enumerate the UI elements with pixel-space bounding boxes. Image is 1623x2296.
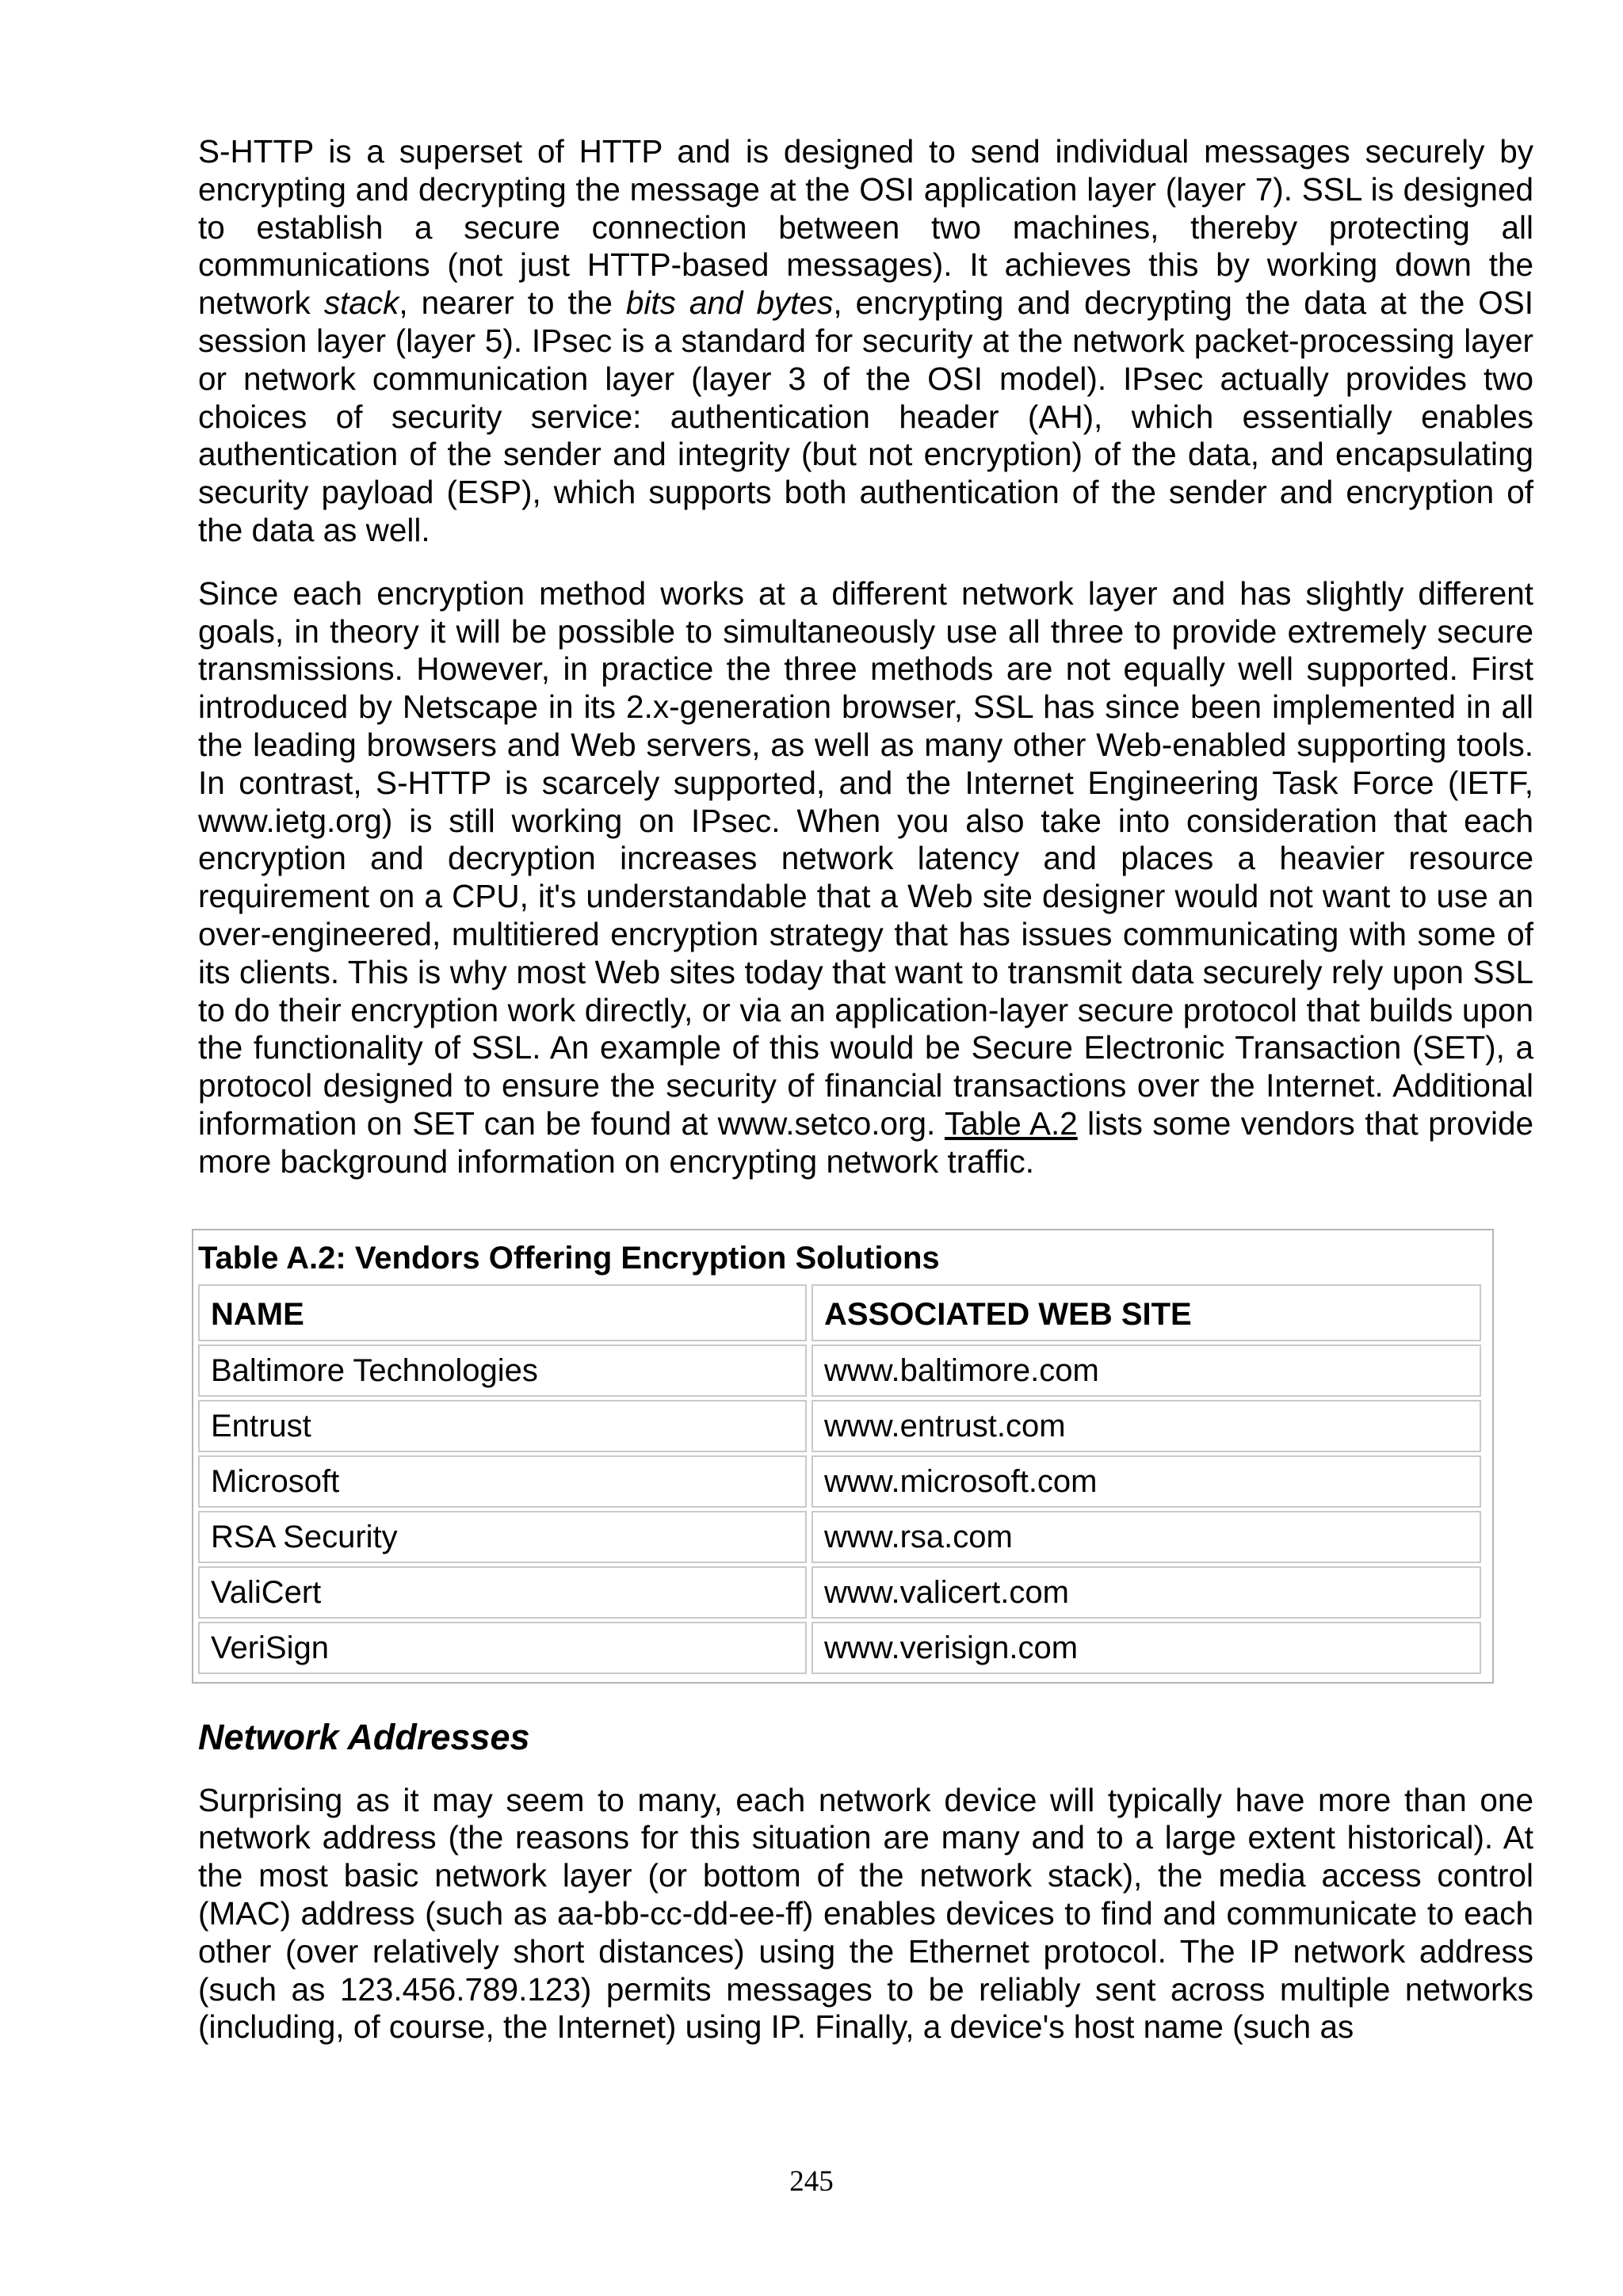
vendor-name-cell: Entrust	[198, 1400, 807, 1452]
vendor-site-cell: www.verisign.com	[812, 1622, 1481, 1674]
table-caption: Table A.2: Vendors Offering Encryption Solutions	[198, 1240, 940, 1276]
paragraph-shttp-ssl-ipsec	[198, 133, 1533, 550]
page-content	[198, 133, 1533, 2072]
column-header-name: NAME	[198, 1284, 807, 1341]
vendor-name-cell: Baltimore Technologies	[198, 1344, 807, 1397]
paragraph1-text-b: , nearer to the	[399, 284, 626, 322]
paragraph1-italic-bits: bits and bytes	[625, 284, 834, 322]
vendor-name-cell: RSA Security	[198, 1511, 807, 1563]
paragraph1-text-a: S-HTTP is a superset of HTTP and is designed to send individual messages securely by encrypting and decrypting the message at the OSI application layer (layer 7). SSL is designed to establish a secure connection between two machines, thereby protecting all communications (not just HTTP-based messages). It achieves this by working down the network	[198, 133, 1533, 322]
table-a2-link[interactable]: Table A.2	[944, 1104, 1078, 1142]
vendor-site-cell: www.baltimore.com	[812, 1344, 1481, 1397]
vendor-site-cell: www.microsoft.com	[812, 1455, 1481, 1508]
paragraph1-text-c: , encrypting and decrypting the data at the OSI session layer (layer 5). IPsec is a standard for security at the network packet-processing layer or network communication layer (layer 3 of the OSI model). IPsec actually provides two choices of security service: authentication header (AH), which essentially enables authentication of the sender and integrity (but not encryption) of the data, and encapsulating security payload (ESP), which supports both authentication of the sender and encryption of the data as well.	[198, 284, 1534, 548]
vendor-site-cell: www.entrust.com	[812, 1400, 1481, 1452]
vendor-site-cell: www.rsa.com	[812, 1511, 1481, 1563]
column-header-web-site: ASSOCIATED WEB SITE	[812, 1284, 1481, 1341]
table-row	[198, 1622, 1481, 1674]
paragraph2-text-a: Since each encryption method works at a different network layer and has slightly different goals, in theory it will be possible to simultaneously use all three to provide extremely secure transmissions. However, in practice the three methods are not equally well supported. First introduced by Netscape in its 2.x-generation browser, SSL has since been implemented in all the leading browsers and Web servers, as well as many other Web-enabled supporting tools. In contrast, S-HTTP is scarcely supported, and the Internet Engineering Task Force (IETF, www.ietg.org) is still working on IPsec. When you also take into consideration that each encryption and decryption increases network latency and places a heavier resource requirement on a CPU, it's understandable that a Web site designer would not want to use an over-engineered, multitiered encryption strategy that has issues communicating with some of its clients. This is why most Web sites today that want to transmit data securely rely upon SSL to do their encryption work directly, or via an application-layer secure protocol that builds upon the functionality of SSL. An example of this would be Secure Electronic Transaction (SET), a protocol designed to ensure the security of financial transactions over the Internet. Additional information on SET can be found at www.setco.org.	[198, 574, 1533, 1142]
vendors-table	[193, 1281, 1486, 1677]
table-header-row	[198, 1284, 1481, 1341]
table-row	[198, 1455, 1481, 1508]
vendor-site-cell: www.valicert.com	[812, 1566, 1481, 1619]
vendor-name-cell: VeriSign	[198, 1622, 807, 1674]
paragraph-network-addresses: Surprising as it may seem to many, each network device will typically have more than one network address (the reasons for this situation are many and to a large extent historical). At the most basic network layer (or bottom of the network stack), the media access control (MAC) address (such as aa-bb-cc-dd-ee-ff) enables devices to find and communicate to each other (over relatively short distances) using the Ethernet protocol. The IP network address (such as 123.456.789.123) permits messages to be reliably sent across multiple networks (including, of course, the Internet) using IP. Finally, a device's host name (such as	[198, 1781, 1533, 2046]
paragraph1-italic-stack: stack	[323, 284, 399, 322]
table-row	[198, 1400, 1481, 1452]
vendor-name-cell: ValiCert	[198, 1566, 807, 1619]
section-heading-network-addresses: Network Addresses	[198, 1716, 530, 1757]
table-row	[198, 1344, 1481, 1397]
vendor-name-cell: Microsoft	[198, 1455, 807, 1508]
table-row	[198, 1566, 1481, 1619]
page-number: 245	[789, 2165, 834, 2198]
paragraph-encryption-methods	[198, 575, 1533, 1181]
vendors-table-container	[192, 1229, 1494, 1684]
table-row	[198, 1511, 1481, 1563]
paragraph2-text-b: lists some vendors that provide more background information on encrypting network traffic.	[198, 1104, 1533, 1180]
